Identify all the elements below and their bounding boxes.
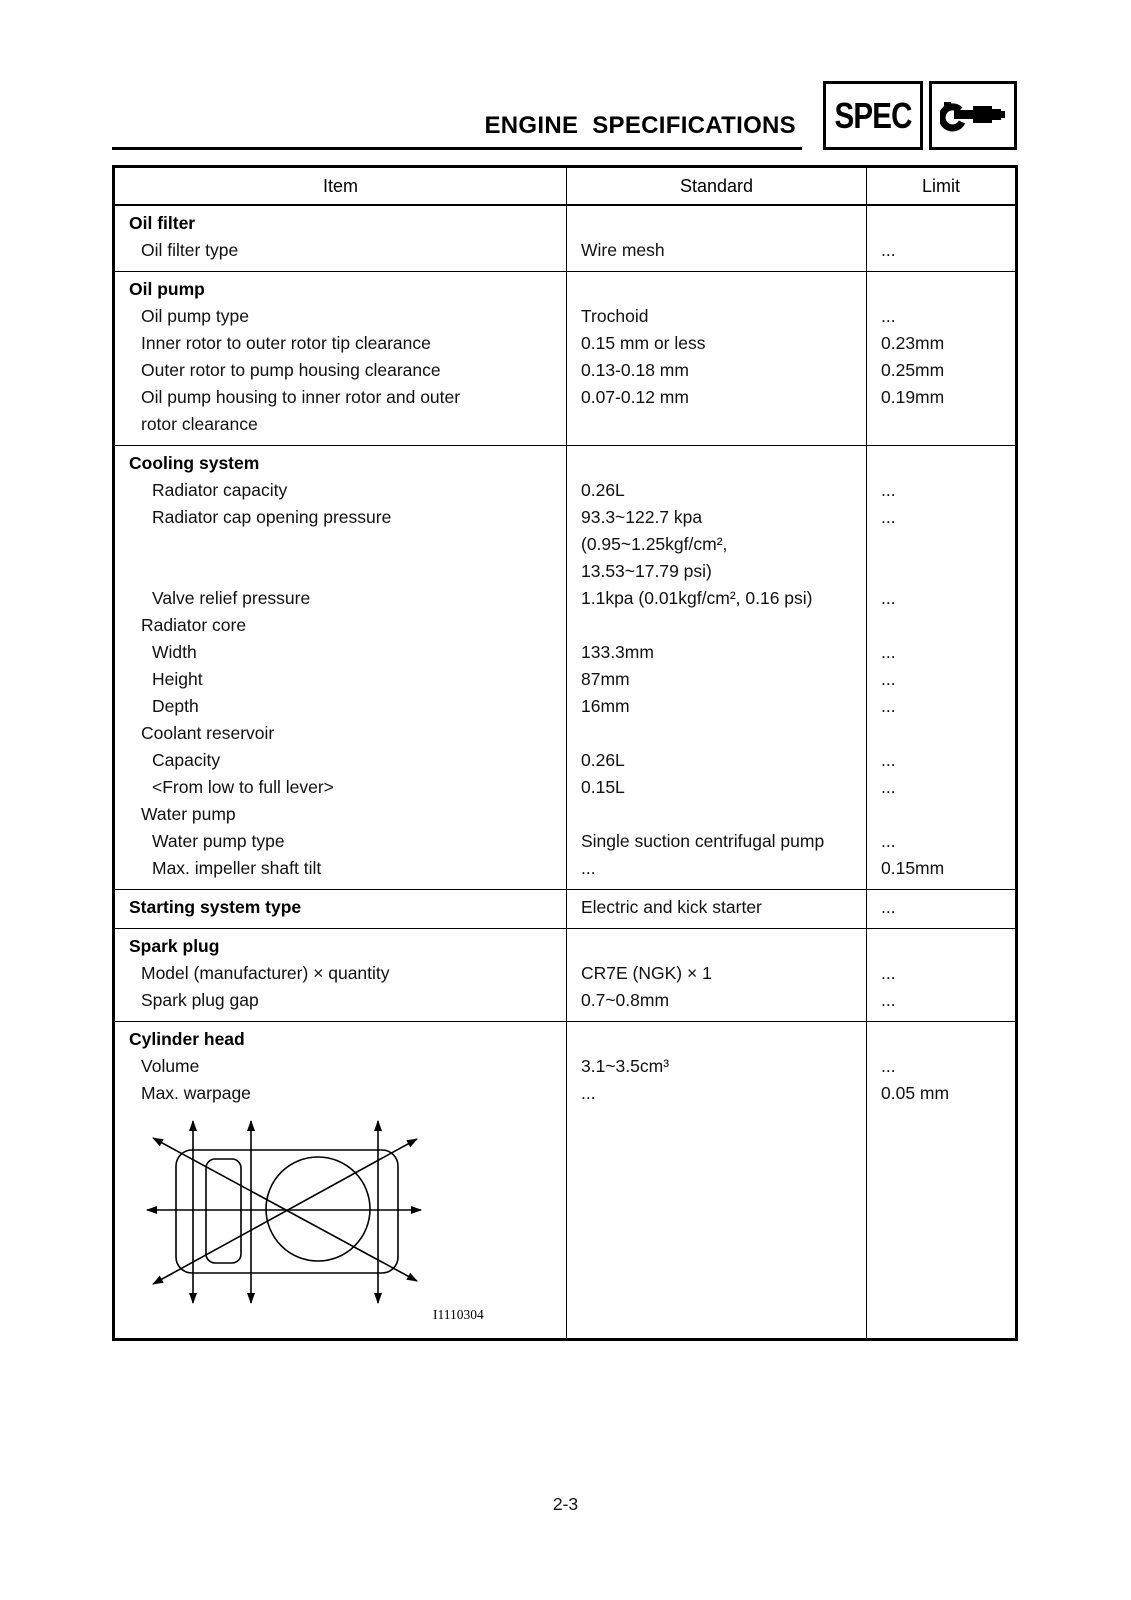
spec-limit-value: ... (881, 588, 896, 608)
spec-item-label: Coolant reservoir (141, 723, 275, 743)
spec-item-label: Radiator cap opening pressure (152, 507, 392, 527)
figure-code: I1110304 (433, 1307, 484, 1322)
spec-limit-value: ... (881, 306, 896, 326)
spec-item-label: Depth (152, 696, 199, 716)
spec-limit-cell (867, 205, 1017, 272)
spec-item-label: Model (manufacturer) × quantity (141, 963, 390, 983)
spec-item-label: Volume (141, 1056, 200, 1076)
spec-limit-value (881, 411, 1009, 438)
spec-limit-cell (867, 890, 1017, 929)
spec-item-cell (114, 446, 567, 890)
spec-limit-value: ... (881, 480, 896, 500)
warpage-diagram (141, 1111, 560, 1331)
spec-table-header (114, 167, 1017, 206)
spec-standard-value: ... (581, 858, 596, 878)
spec-item-label (129, 558, 560, 585)
spec-limit-value: ... (881, 696, 896, 716)
spec-standard-value (581, 210, 860, 237)
spec-standard-value: 0.15 mm or less (581, 333, 706, 353)
spec-limit-value (881, 1026, 1009, 1053)
spec-limit-value: ... (881, 642, 896, 662)
spec-limit-value: ... (881, 750, 896, 770)
spec-limit-cell (867, 272, 1017, 446)
spec-standard-value: Electric and kick starter (581, 897, 762, 917)
spec-badge (823, 81, 1017, 150)
spec-section-row (114, 929, 1017, 1022)
spec-item-label: Radiator core (141, 615, 247, 635)
spec-standard-cell (567, 446, 867, 890)
spec-limit-value (881, 276, 1009, 303)
spec-limit-value: ... (881, 990, 896, 1010)
spec-item-cell (114, 929, 567, 1022)
spec-standard-value: ... (581, 1083, 596, 1103)
spec-standard-cell (567, 272, 867, 446)
spec-item-label: Max. warpage (141, 1083, 251, 1103)
spec-table (112, 165, 1018, 1341)
spec-item-label: Spark plug gap (141, 990, 259, 1010)
spec-item-label: Oil pump type (141, 306, 249, 326)
spec-limit-value: ... (881, 669, 896, 689)
spec-standard-value: 93.3~122.7 kpa (581, 507, 703, 527)
page-header (112, 96, 802, 150)
spec-standard-value: Wire mesh (581, 240, 665, 260)
spec-standard-value (581, 1026, 860, 1053)
spec-standard-value: (0.95~1.25kgf/cm², (581, 534, 728, 554)
spec-label: SPEC (834, 94, 912, 136)
spec-item-cell (114, 205, 567, 272)
spec-tab (823, 81, 923, 150)
spec-limit-value: ... (881, 897, 896, 917)
spec-limit-value: 0.15mm (881, 858, 945, 878)
spec-limit-value: 0.25mm (881, 360, 945, 380)
spec-section-row (114, 446, 1017, 890)
spec-standard-value (581, 276, 860, 303)
spec-item-label: Starting system type (129, 897, 302, 917)
spec-item-label: Inner rotor to outer rotor tip clearance (141, 333, 431, 353)
spec-standard-value: 0.13-0.18 mm (581, 360, 689, 380)
col-header-limit: Limit (867, 167, 1017, 206)
spec-item-label (129, 531, 560, 558)
spec-item-label: Width (152, 642, 197, 662)
spec-item-cell (114, 890, 567, 929)
spec-standard-value: 0.07-0.12 mm (581, 387, 689, 407)
spec-item-label: Oil pump (129, 279, 205, 299)
col-header-item: Item (114, 167, 567, 206)
spec-limit-value: ... (881, 240, 896, 260)
spec-item-label: Oil pump housing to inner rotor and outer (141, 387, 461, 407)
spec-limit-value (881, 801, 1009, 828)
spec-standard-value: 0.26L (581, 480, 625, 500)
spec-standard-cell (567, 1022, 867, 1340)
spec-limit-cell (867, 929, 1017, 1022)
spec-limit-value (881, 558, 1009, 585)
spec-item-label: Cooling system (129, 453, 260, 473)
page-number: 2-3 (552, 1494, 579, 1514)
spec-item-label: Height (152, 669, 203, 689)
micrometer-icon (929, 81, 1017, 150)
spec-standard-value: CR7E (NGK) × 1 (581, 963, 712, 983)
spec-item-label: Spark plug (129, 936, 220, 956)
spec-standard-cell (567, 205, 867, 272)
spec-limit-value: 0.23mm (881, 333, 945, 353)
spec-limit-value (881, 210, 1009, 237)
spec-standard-value (581, 933, 860, 960)
spec-limit-value: ... (881, 831, 896, 851)
spec-limit-value (881, 612, 1009, 639)
spec-limit-value: ... (881, 507, 896, 527)
spec-item-label: rotor clearance (141, 414, 258, 434)
spec-item-label: Capacity (152, 750, 221, 770)
spec-item-cell (114, 1022, 567, 1340)
spec-section-row (114, 272, 1017, 446)
spec-standard-value: Single suction centrifugal pump (581, 831, 825, 851)
spec-limit-cell (867, 1022, 1017, 1340)
measurement-arrows (147, 1121, 421, 1303)
spec-standard-value (581, 801, 860, 828)
spec-item-label: Oil filter (129, 213, 196, 233)
spec-section-row (114, 890, 1017, 929)
spec-standard-cell (567, 890, 867, 929)
spec-standard-value: 0.26L (581, 750, 625, 770)
spec-limit-value: ... (881, 963, 896, 983)
spec-item-label: Water pump (141, 804, 236, 824)
spec-standard-value (581, 720, 860, 747)
spec-standard-value: 0.7~0.8mm (581, 990, 670, 1010)
spec-standard-value: 1.1kpa (0.01kgf/cm², 0.16 psi) (581, 588, 813, 608)
spec-limit-value (881, 720, 1009, 747)
spec-standard-value: 3.1~3.5cm³ (581, 1056, 670, 1076)
spec-limit-cell (867, 446, 1017, 890)
spec-item-label: Cylinder head (129, 1029, 245, 1049)
spec-limit-value (881, 531, 1009, 558)
spec-item-label: Max. impeller shaft tilt (152, 858, 322, 878)
spec-standard-value: 0.15L (581, 777, 625, 797)
spec-standard-value (581, 612, 860, 639)
spec-item-label: Oil filter type (141, 240, 239, 260)
spec-standard-value: 16mm (581, 696, 630, 716)
spec-standard-value (581, 450, 860, 477)
col-header-standard: Standard (567, 167, 867, 206)
spec-standard-value: Trochoid (581, 306, 649, 326)
spec-standard-cell (567, 929, 867, 1022)
spec-limit-value: ... (881, 777, 896, 797)
spec-limit-value: 0.19mm (881, 387, 945, 407)
spec-item-label: Valve relief pressure (152, 588, 311, 608)
spec-limit-value (881, 933, 1009, 960)
spec-standard-value: 13.53~17.79 psi) (581, 561, 712, 581)
spec-limit-value: ... (881, 1056, 896, 1076)
spec-item-label: Radiator capacity (152, 480, 288, 500)
spec-standard-value (581, 411, 860, 438)
spec-item-cell (114, 272, 567, 446)
spec-item-label: Water pump type (152, 831, 285, 851)
spec-section-row (114, 205, 1017, 272)
spec-item-label: <From low to full lever> (152, 777, 334, 797)
spec-limit-value: 0.05 mm (881, 1083, 950, 1103)
spec-section-row (114, 1022, 1017, 1340)
spec-limit-value (881, 450, 1009, 477)
page-title: ENGINE SPECIFICATIONS (484, 112, 796, 139)
spec-standard-value: 133.3mm (581, 642, 654, 662)
spec-standard-value: 87mm (581, 669, 630, 689)
spec-item-label: Outer rotor to pump housing clearance (141, 360, 441, 380)
cylinder-head-warpage-svg (141, 1111, 486, 1326)
